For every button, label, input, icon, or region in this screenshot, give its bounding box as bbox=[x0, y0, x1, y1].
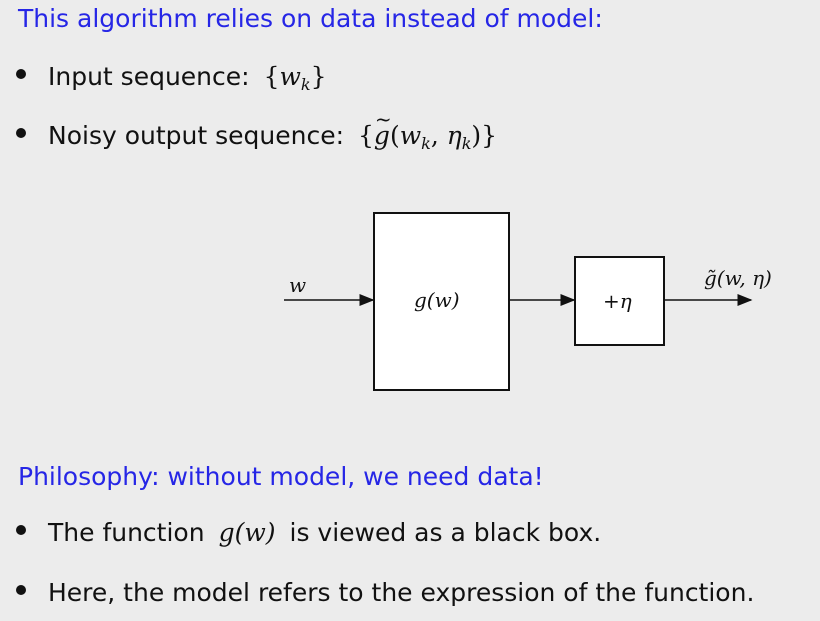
bullet-model-definition bbox=[16, 578, 754, 607]
function-block-label: g(w) bbox=[414, 288, 460, 312]
bullet-text: Here, the model refers to the expression of the function. bbox=[48, 578, 755, 607]
math-noisy-output: {~ $g(w_k$, $\eta_k$)} bbox=[358, 121, 497, 153]
input-label: w bbox=[289, 273, 307, 297]
bullet-text: Input sequence: bbox=[48, 62, 250, 91]
section1-heading: This algorithm relies on data instead of model: bbox=[18, 4, 603, 33]
bullet-black-box bbox=[16, 518, 601, 547]
bullet-text-before: The function bbox=[48, 518, 205, 547]
bullet-dot bbox=[16, 525, 26, 535]
math-g-of-w: g(w) bbox=[218, 518, 276, 547]
bullet-text-after: is viewed as a black box. bbox=[289, 518, 602, 547]
noise-block-label: +η bbox=[603, 289, 632, 313]
output-label: g̃(w, η) bbox=[704, 266, 772, 290]
math-input-sequence: $\{w_k\}$ bbox=[263, 62, 327, 94]
bullet-text: Noisy output sequence: bbox=[48, 121, 345, 150]
bullet-dot bbox=[16, 585, 26, 595]
section2-heading: Philosophy: without model, we need data! bbox=[18, 462, 544, 491]
